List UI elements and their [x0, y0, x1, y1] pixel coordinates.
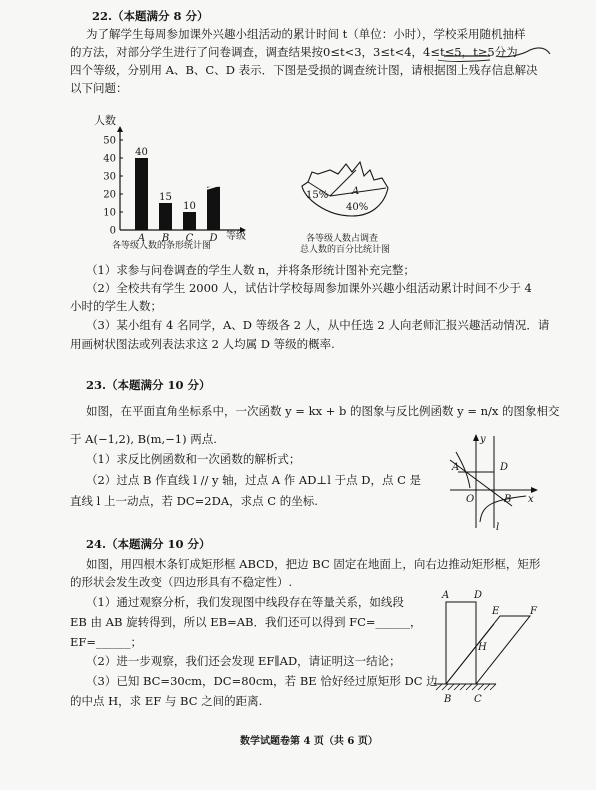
label-a: A	[442, 590, 450, 601]
bar-b	[159, 203, 172, 230]
q23-heading: 23.（本题满分 10 分）	[86, 378, 211, 392]
bar-c	[183, 212, 196, 230]
q24-part1-line-1: （1）通过观察分析，我们发现图中线段存在等量关系，如线段	[86, 595, 404, 609]
x-tick-label: C	[185, 233, 194, 244]
bar-data-label: 40	[135, 147, 148, 158]
label-e: E	[492, 606, 500, 617]
bar-chart-xlabel: 等级	[226, 231, 246, 242]
q23-part1: （1）求反比例函数和一次函数的解析式；	[86, 452, 301, 466]
pie-chart-title-1: 各等级人数占调查	[306, 234, 379, 244]
q23-paragraph-line-1: 如图，在平面直角坐标系中，一次函数 y = kx + b 的图象与反比例函数 y = n/x 的图象相交	[86, 404, 560, 418]
pie-label-a: A	[352, 186, 360, 197]
label-c: C	[474, 694, 482, 705]
y-tick-label: 20	[103, 189, 116, 201]
q24-paragraph-line-2: 的形状会发生改变（四边形具有不稳定性）.	[70, 575, 293, 589]
label-d: D	[500, 462, 509, 473]
bar-a	[135, 158, 148, 230]
label-y: y	[480, 434, 486, 445]
pie-chart-torn-outline	[302, 162, 388, 216]
label-a: A	[452, 462, 460, 473]
label-b: B	[444, 694, 452, 705]
bar-chart	[92, 112, 262, 257]
y-tick-label: 50	[103, 135, 116, 147]
rectangle-abcd	[446, 602, 476, 684]
bar-data-label: 15	[159, 192, 172, 203]
y-tick-label: 0	[109, 225, 116, 237]
q22-part1: （1）求参与问卷调查的学生人数 n，并将条形统计图补充完整；	[86, 263, 415, 277]
ground-hatching	[436, 684, 496, 690]
pie-chart	[290, 150, 400, 230]
y-axis-arrow-icon	[473, 434, 479, 441]
y-tick-label: 30	[103, 171, 116, 183]
q22-heading: 22.（本题满分 8 分）	[92, 9, 209, 23]
q23-paragraph-line-2: 于 A(−1,2), B(m,−1) 两点.	[70, 432, 217, 446]
x-tick-label: A	[137, 233, 146, 244]
q22-paragraph-line-3: 四个等级，分别用 A、B、C、D 表示．下图是受损的调查统计图，请根据图上残存信息解决	[70, 63, 538, 77]
parallelogram-ebcf	[446, 616, 530, 684]
q24-part2: （2）进一步观察，我们还会发现 EF∥AD，请证明这一结论；	[86, 654, 401, 668]
y-tick-label: 10	[103, 207, 116, 219]
q22-part2-line-1: （2）全校共有学生 2000 人，试估计学校每周参加课外兴趣小组活动累计时间不少于 4	[86, 281, 532, 295]
q24-heading: 24.（本题满分 10 分）	[86, 537, 211, 551]
y-tick-label: 40	[103, 153, 116, 165]
q24-part1-line-2: EB 由 AB 旋转得到，所以 EB=AB．我们还可以得到 FC=______，	[70, 615, 422, 629]
pie-label-40: 40%	[346, 202, 369, 213]
label-f: F	[530, 606, 537, 617]
q24-part3-line-1: （3）已知 BC=30cm，DC=80cm，若 BE 恰好经过原矩形 DC 边	[86, 674, 438, 688]
label-x: x	[528, 494, 534, 505]
pie-label-15: 15%	[306, 190, 329, 201]
bar-chart-title: 各等级人数的条形统计图	[112, 241, 212, 251]
q22-part2-line-2: 小时的学生人数；	[70, 299, 162, 313]
q22-paragraph-line-4: 以下问题：	[70, 81, 128, 95]
x-axis-arrow-icon	[531, 487, 538, 493]
hyperbola-branch-right	[480, 496, 526, 522]
bar-d	[207, 187, 220, 230]
label-h: H	[478, 642, 487, 653]
q22-paragraph-line-1: 为了解学生每周参加课外兴趣小组活动的累计时间 t（单位：小时），学校采用随机抽样	[86, 27, 526, 41]
q23-part2-line-2: 直线 l 上一动点，若 DC=2DA，求点 C 的坐标.	[70, 494, 318, 508]
pie-chart-title-2: 总人数的百分比统计图	[300, 245, 391, 255]
q22-paragraph-line-2: 的方法，对部分学生进行了问卷调查，调查结果按0≤t<3，3≤t<4，4≤t≤5，t≥5分为	[70, 45, 518, 59]
q22-part3-line-2: 用画树状图法或列表法求这 2 人均属 D 等级的概率.	[70, 337, 335, 351]
label-b: B	[504, 494, 512, 505]
bar-chart-ylabel: 人数	[94, 114, 116, 127]
q24-part3-line-2: 的中点 H，求 EF 与 BC 之间的距离.	[70, 694, 263, 708]
page-footer: 数学试题卷第 4 页（共 6 页）	[240, 736, 378, 747]
q24-paragraph-line-1: 如图，用四根木条钉成矩形框 ABCD，把边 BC 固定在地面上，向右边推动矩形框，矩形	[86, 557, 541, 571]
q23-part2-line-1: （2）过点 B 作直线 l // y 轴，过点 A 作 AD⊥l 于点 D，点 C 是	[86, 473, 422, 487]
label-d: D	[474, 590, 483, 601]
segment-be	[446, 624, 494, 684]
x-tick-label: D	[209, 233, 218, 244]
q22-part3-line-1: （3）某小组有 4 名同学，A、D 等级各 2 人，从中任选 2 人向老师汇报兴趣活动情况．请	[86, 318, 550, 332]
rectangle-frame-figure	[434, 588, 544, 710]
y-axis-arrow-icon	[117, 126, 123, 132]
coordinate-figure	[450, 432, 540, 532]
x-tick-label: B	[161, 233, 170, 244]
q24-part1-line-3: EF=______；	[70, 635, 143, 649]
bar-data-label: 10	[183, 201, 196, 212]
label-o: O	[466, 494, 475, 505]
label-l: l	[496, 522, 500, 533]
